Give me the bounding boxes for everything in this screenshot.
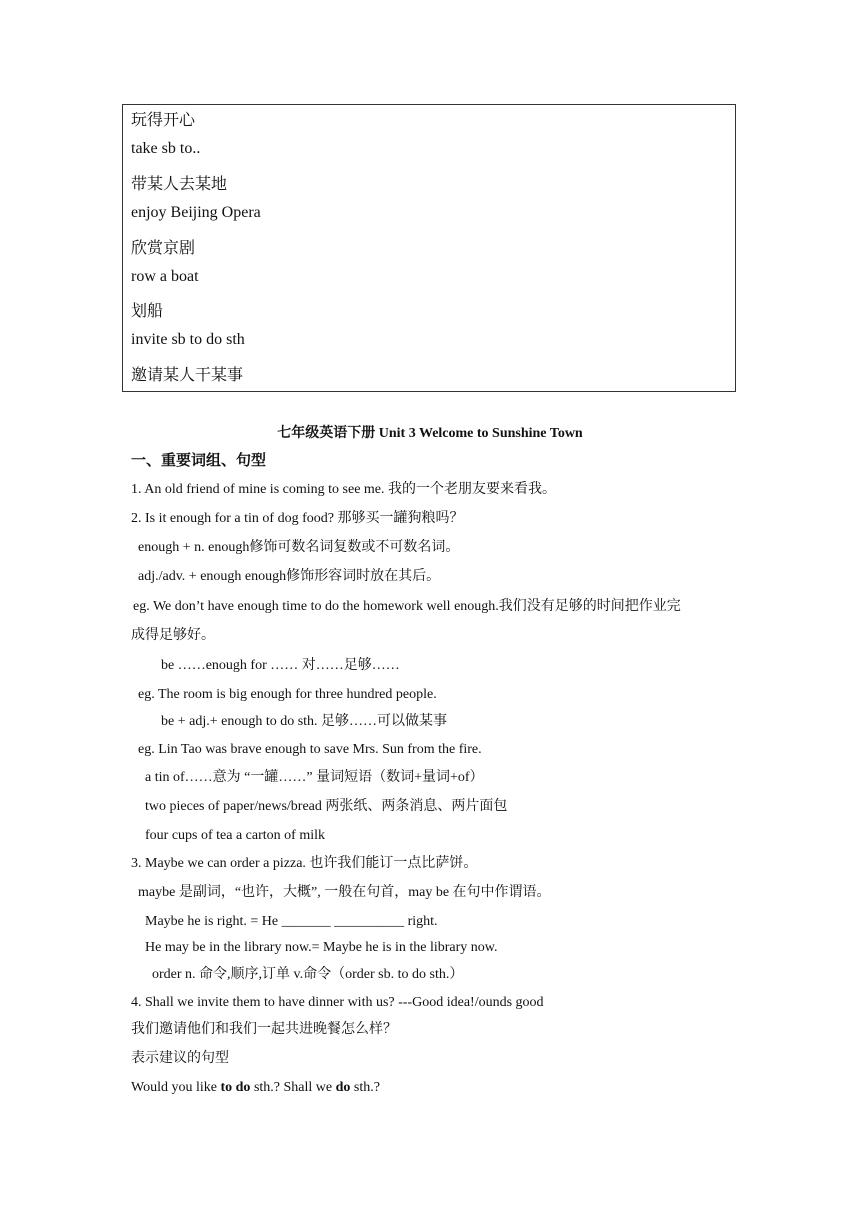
text-line: eg. We don’t have enough time to do the homework well enough.我们没有足够的时间把作业完	[133, 599, 681, 614]
text-line: order n. 命令,顺序,订单 v.命令（order sb. to do sth.）	[152, 967, 464, 982]
text-line: enough + n. enough修饰可数名词复数或不可数名词。	[138, 540, 460, 555]
text-line: Maybe he is right. = He _______ __________ right.	[145, 914, 438, 929]
document-title: 七年级英语下册 Unit 3 Welcome to Sunshine Town	[277, 426, 583, 441]
table-row: enjoy Beijing Opera	[131, 204, 261, 221]
section-heading: 一、重要词组、句型	[131, 453, 267, 469]
text-line: 1. An old friend of mine is coming to see me. 我的一个老朋友要来看我。	[131, 482, 557, 497]
bold-text: to do	[220, 1080, 251, 1095]
text-line: eg. The room is big enough for three hundred people.	[138, 687, 437, 702]
text-line: 3. Maybe we can order a pizza. 也许我们能订一点比萨饼。	[131, 856, 478, 871]
table-row: 玩得开心	[131, 112, 196, 129]
text-line: 我们邀请他们和我们一起共进晚餐怎么样？	[131, 1022, 397, 1037]
table-row: 带某人去某地	[131, 176, 228, 193]
text-line: maybe 是副词，“也许，大概”, 一般在句首，may be 在句中作谓语。	[138, 885, 551, 900]
text-run: sth.? Shall we	[250, 1080, 336, 1095]
text-run: sth.?	[350, 1080, 380, 1095]
table-row: 划船	[131, 303, 164, 320]
phrase-table	[122, 104, 736, 392]
table-row: row a boat	[131, 268, 199, 285]
text-line: two pieces of paper/news/bread 两张纸、两条消息、两片面包	[145, 799, 508, 814]
text-line: eg. Lin Tao was brave enough to save Mrs. Sun from the fire.	[138, 742, 482, 757]
table-row: invite sb to do sth	[131, 331, 245, 348]
text-line: 表示建议的句型	[131, 1051, 229, 1066]
text-line: 成得足够好。	[131, 628, 215, 643]
bold-text: do	[335, 1080, 351, 1095]
text-line: four cups of tea a carton of milk	[145, 828, 325, 843]
text-line	[131, 1079, 380, 1097]
text-line: adj./adv. + enough enough修饰形容词时放在其后。	[138, 569, 441, 584]
text-run: Would you like	[131, 1080, 221, 1095]
text-line: 2. Is it enough for a tin of dog food? 那够买一罐狗粮吗？	[131, 511, 464, 526]
text-line: He may be in the library now.= Maybe he is in the library now.	[145, 940, 498, 955]
table-row: 欣赏京剧	[131, 240, 196, 257]
table-row: take sb to..	[131, 140, 201, 157]
text-line: be + adj.+ enough to do sth. 足够……可以做某事	[161, 714, 448, 729]
text-line: be ……enough for …… 对……足够……	[161, 658, 400, 673]
text-line: 4. Shall we invite them to have dinner with us? ---Good idea!/ounds good	[131, 995, 544, 1010]
text-line: a tin of……意为 “一罐……” 量词短语（数词+量词+of）	[145, 770, 484, 785]
table-row: 邀请某人干某事	[131, 367, 244, 384]
